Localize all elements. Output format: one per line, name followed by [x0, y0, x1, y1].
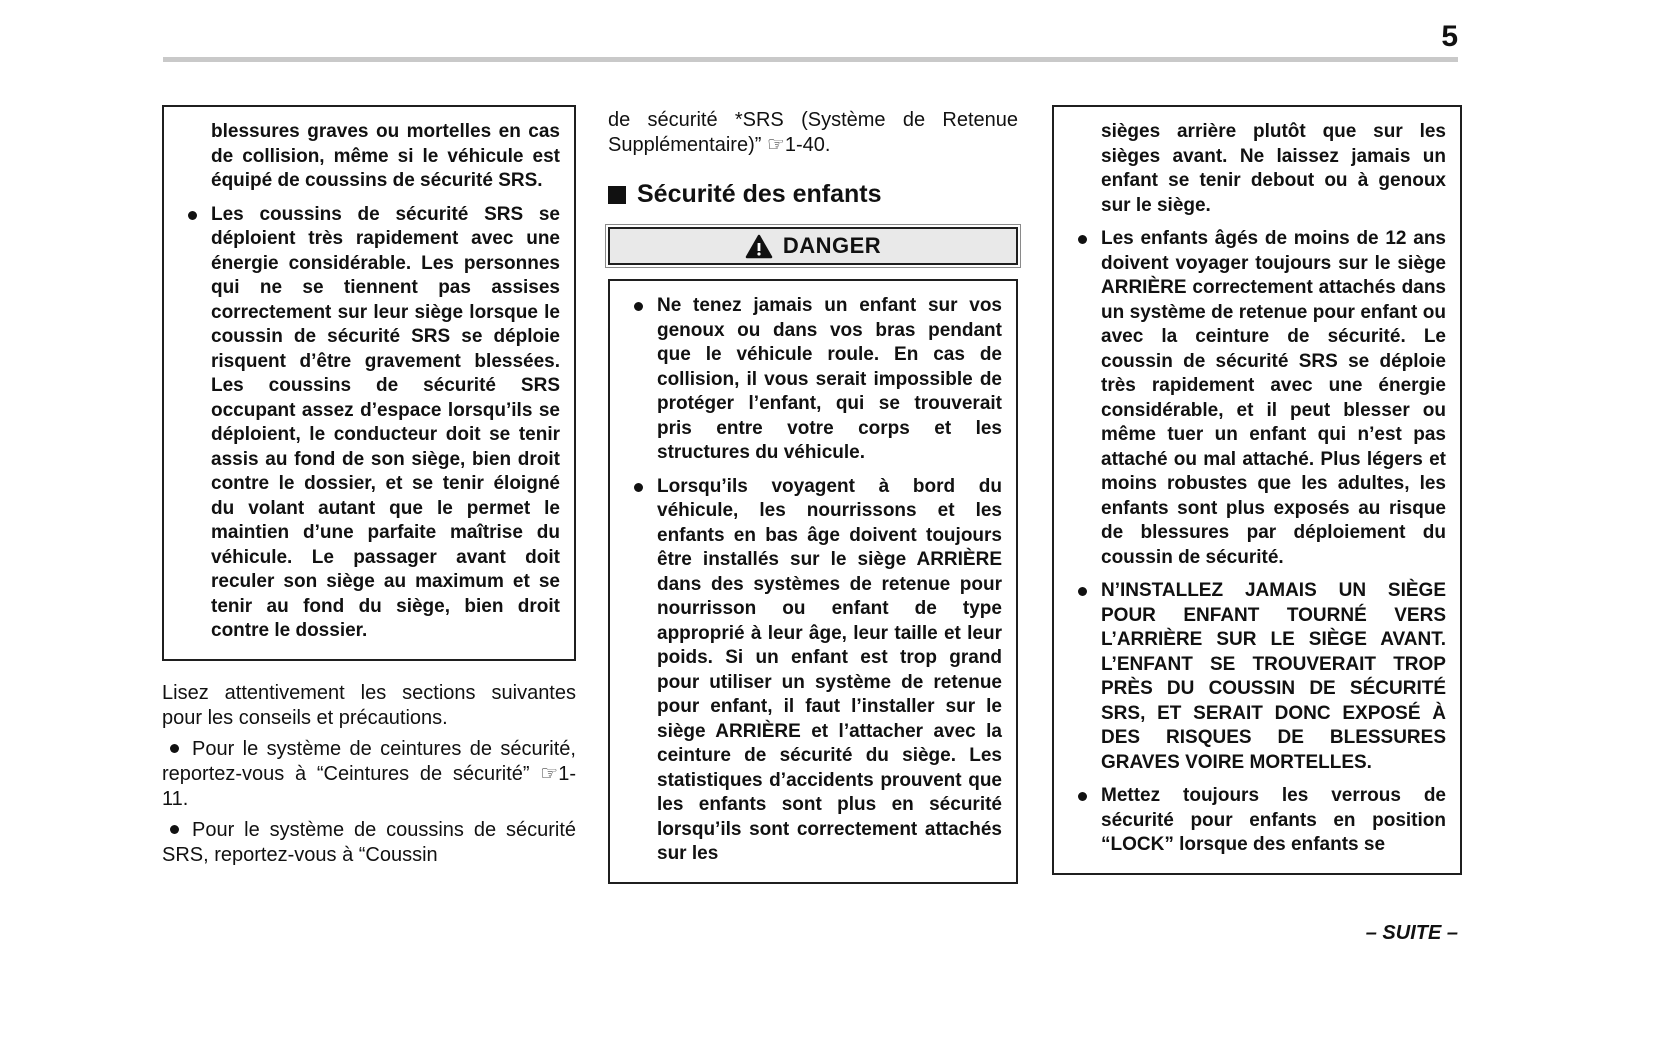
danger-label: DANGER [782, 233, 882, 258]
column-middle [608, 108, 1018, 884]
danger-bullet-list [630, 294, 1002, 867]
warning-continuation-text: sièges arrière plutôt que sur les sièges avant. Ne laissez jamais un enfant se tenir debout ou à genoux sur le siège. [1101, 121, 1446, 216]
reference-text: Pour le système de coussins de sécurité SRS, reportez-vous à “Coussin [162, 818, 576, 866]
bullet-icon [170, 744, 179, 753]
bullet-icon [170, 825, 179, 834]
column-right [1052, 105, 1462, 875]
warning-bullet-list [1074, 227, 1446, 858]
danger-box [608, 279, 1018, 884]
continuation-paragraph: de sécurité *SRS (Système de Retenue Supplémentaire)” ☞1-40. [608, 109, 1018, 156]
intro-paragraph: Lisez attentivement les sections suivantes pour les conseils et précautions. [162, 681, 576, 729]
danger-header [608, 227, 1018, 265]
continued-marker: – SUITE – [1365, 922, 1458, 944]
section-heading-label: Sécurité des enfants [637, 180, 882, 208]
top-divider-rule [163, 57, 1458, 62]
warning-box-left [162, 105, 576, 661]
column-left [162, 105, 576, 874]
warning-continuation-text: blessures graves ou mortelles en cas de collision, même si le véhicule est équipé de coussins de sécurité SRS. [211, 121, 560, 191]
section-heading-child-safety [608, 180, 1018, 209]
list-item: N’INSTALLEZ JAMAIS UN SIÈGE POUR ENFANT TOURNÉ VERS L’ARRIÈRE SUR LE SIÈGE AVANT. L’ENFANT SE TROUVERAIT TROP PRÈS DU COUSSIN DE SÉCURITÉ SRS, ET SERAIT DONC EXPOSÉ À DES RISQUES DE BLESSURES GRAVES VOIRE MORTELLES. [1074, 579, 1446, 775]
reference-item-seatbelts [162, 737, 576, 812]
list-item: Mettez toujours les verrous de sécurité pour enfants en position “LOCK” lorsque des enfants se [1074, 784, 1446, 858]
list-item: Les enfants âgés de moins de 12 ans doivent voyager toujours sur le siège ARRIÈRE correctement attachés dans un système de retenue pour enfant ou avec la ceinture de sécurité. Le coussin de sécurité SRS se déploie très rapidement avec une énergie considérable, et il peut blesser ou même tuer un enfant qui n’est pas attaché ou mal attaché. Plus légers et moins robustes que les adultes, les enfants sont plus exposés au risque de blessures par déploiement du coussin de sécurité. [1074, 227, 1446, 570]
page-number: 5 [1441, 20, 1458, 53]
left-column-body [162, 681, 576, 868]
reference-text: Pour le système de ceintures de sécurité, reportez-vous à “Ceintures de sécurité” ☞1-11. [162, 737, 576, 810]
list-item: Ne tenez jamais un enfant sur vos genoux ou dans vos bras pendant que le véhicule roule. En cas de collision, il vous serait impossible de protéger l’enfant, qui se trouverait pris entre votre corps et les structures du véhicule. [630, 294, 1002, 466]
reference-item-airbags [162, 818, 576, 868]
warning-triangle-icon [745, 234, 773, 259]
list-item: Lorsqu’ils voyagent à bord du véhicule, les nourrissons et les enfants en bas âge doivent toujours être installés sur le siège ARRIÈRE dans des systèmes de retenue pour nourrisson ou enfant de type approprié à leur âge, leur taille et leur poids. Si un enfant est trop grand pour utiliser un système de retenue pour enfant, il faut l’installer sur le siège ARRIÈRE et l’attacher avec la ceinture de sécurité du siège. Les statistiques d’accidents prouvent que les enfants sont plus en sécurité lorsqu’ils sont correctement attachés sur les [630, 475, 1002, 867]
section-square-icon [608, 186, 626, 204]
warning-box-right [1052, 105, 1462, 875]
warning-bullet-list [184, 203, 560, 644]
list-item: Les coussins de sécurité SRS se déploient très rapidement avec une énergie considérable. Les personnes qui ne se tiennent pas assises correctement sur leur siège lorsque le coussin de sécurité SRS se déploie risquent d’être gravement blessées. Les coussins de sécurité SRS occupant assez d’espace lorsqu’ils se déploient, le conducteur doit se tenir assis au fond de son siège, bien droit contre le dossier, et se tenir éloigné du volant autant que le permet le maintien d’une parfaite maîtrise du véhicule. Le passager avant doit reculer son siège au maximum et se tenir au fond du siège, bien droit contre le dossier. [184, 203, 560, 644]
